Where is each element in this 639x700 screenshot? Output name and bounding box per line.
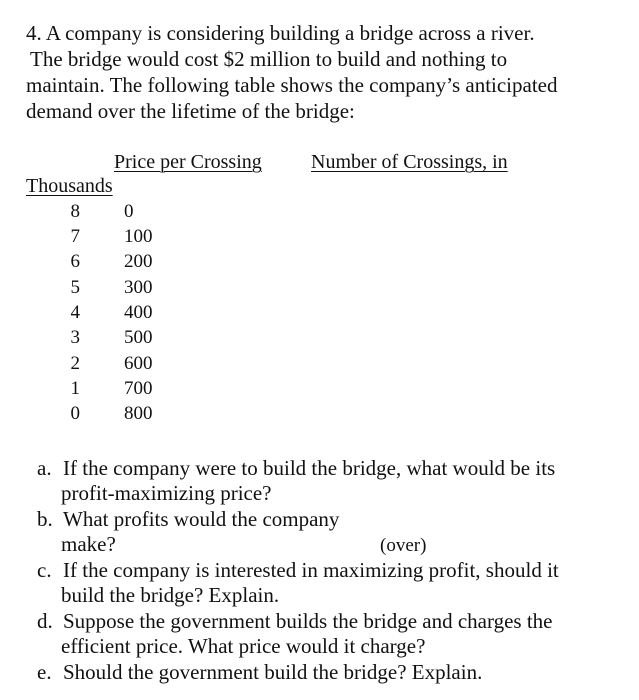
question-b-label: b.: [37, 507, 53, 531]
question-d-label: d.: [37, 609, 53, 633]
price-cell: 8: [70, 201, 80, 222]
price-cell: 6: [70, 251, 80, 272]
crossings-cell: 100: [124, 226, 153, 247]
crossings-cell: 600: [124, 353, 153, 374]
price-cell: 4: [70, 302, 80, 323]
crossings-cell: 300: [124, 277, 153, 298]
header-number-of-crossings: Number of Crossings, in: [311, 151, 508, 173]
intro-line-3: maintain. The following table shows the company’s anticipated: [26, 73, 558, 97]
crossings-cell: 500: [124, 327, 153, 348]
crossings-cell: 800: [124, 403, 153, 424]
crossings-cell: 0: [124, 201, 134, 222]
question-a-label: a.: [37, 456, 52, 480]
header-price-per-crossing: Price per Crossing: [114, 151, 262, 173]
question-d-line-2: efficient price. What price would it charge?: [61, 634, 426, 658]
intro-line-1: 4. A company is considering building a bridge across a river.: [26, 21, 535, 45]
question-d-line-1: Suppose the government builds the bridge and charges the: [63, 609, 553, 633]
question-e-line-1: Should the government build the bridge? Explain.: [63, 660, 483, 684]
price-cell: 0: [70, 403, 80, 424]
question-c-line-1: If the company is interested in maximizing profit, should it: [63, 558, 559, 582]
question-b-line-2: make?: [61, 532, 116, 556]
header-thousands: Thousands: [26, 175, 113, 197]
intro-line-2: The bridge would cost $2 million to build and nothing to: [30, 47, 508, 71]
price-cell: 2: [70, 353, 80, 374]
question-b-line-1: What profits would the company: [63, 507, 340, 531]
crossings-cell: 200: [124, 251, 153, 272]
question-e-label: e.: [37, 660, 52, 684]
intro-line-4: demand over the lifetime of the bridge:: [26, 99, 355, 123]
over-note: (over): [380, 535, 427, 556]
price-cell: 7: [70, 226, 80, 247]
question-c-line-2: build the bridge? Explain.: [61, 583, 280, 607]
question-a-line-1: If the company were to build the bridge, what would be its: [63, 456, 556, 480]
price-cell: 1: [70, 378, 80, 399]
crossings-cell: 700: [124, 378, 153, 399]
crossings-cell: 400: [124, 302, 153, 323]
price-cell: 3: [70, 327, 80, 348]
price-cell: 5: [70, 277, 80, 298]
question-c-label: c.: [37, 558, 52, 582]
question-a-line-2: profit-maximizing price?: [61, 481, 272, 505]
